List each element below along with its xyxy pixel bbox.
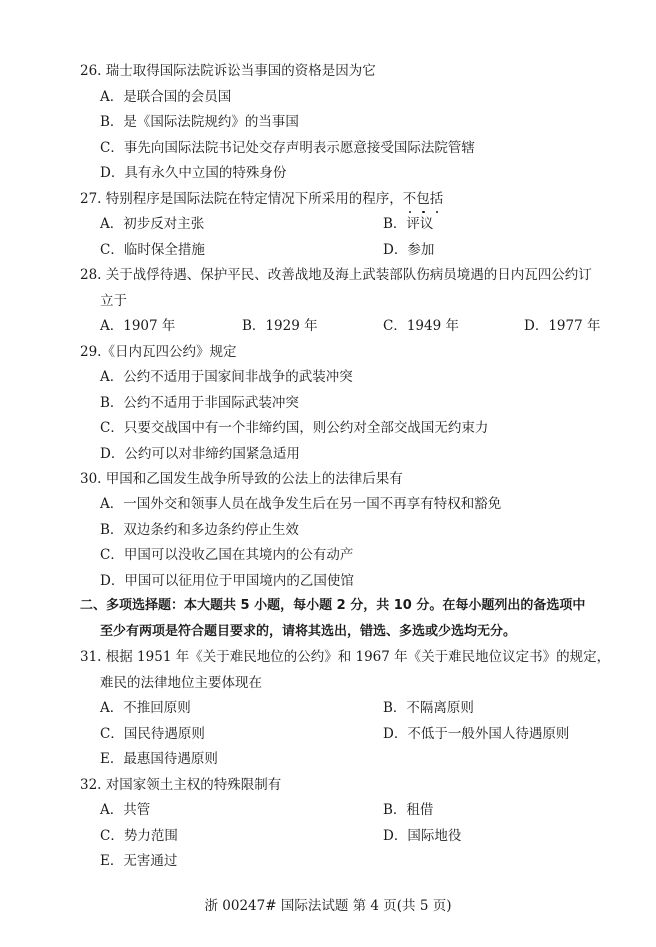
q31-stem-line1: 31. 根据 1951 年《关于难民地位的公约》和 1967 年《关于难民地位议定书》的规定，	[80, 649, 611, 665]
emphasis-dot-char: 不	[402, 191, 417, 207]
q31-option-b: B．不隔离原则	[383, 700, 474, 716]
q28-option-b: B．1929 年	[242, 318, 318, 334]
q26-option-b: B．是《国际法院规约》的当事国	[100, 114, 299, 130]
page-footer: 浙 00247# 国际法试题 第 4 页(共 5 页)	[204, 898, 452, 914]
q28-option-c: C．1949 年	[383, 318, 459, 334]
q31-option-a: A．不推回原则	[100, 700, 191, 716]
q27-stem	[80, 190, 443, 208]
q27-option-c: C．临时保全措施	[100, 242, 205, 258]
emphasis-dot-char: 括	[429, 191, 444, 207]
q31-option-c: C．国民待遇原则	[100, 726, 205, 742]
q29-stem: 29.《日内瓦四公约》规定	[80, 344, 237, 360]
q29-option-d: D．公约可以对非缔约国紧急适用	[100, 446, 300, 462]
q32-option-a: A．共管	[100, 802, 151, 818]
q28-option-a: A．1907 年	[100, 318, 176, 334]
q28-option-d: D．1977 年	[524, 318, 601, 334]
q27-option-d: D．参加	[383, 242, 435, 258]
q32-option-b: B．租借	[383, 802, 434, 818]
q26-option-d: D．具有永久中立国的特殊身份	[100, 165, 287, 181]
q30-stem: 30. 甲国和乙国发生战争所导致的公法上的法律后果有	[80, 471, 403, 487]
q30-option-c: C．甲国可以没收乙国在其境内的公有动产	[100, 547, 354, 563]
section-heading-line1: 二、多项选择题：本大题共 5 小题，每小题 2 分，共 10 分。在每小题列出的备选项中	[80, 598, 586, 613]
q26-option-c: C．事先向国际法院书记处交存声明表示愿意接受国际法院管辖	[100, 140, 475, 156]
q28-stem-line1: 28. 关于战俘待遇、保护平民、改善战地及海上武装部队伤病员境遇的日内瓦四公约订	[80, 267, 592, 283]
q27-option-a: A．初步反对主张	[100, 216, 205, 232]
q29-option-c: C．只要交战国中有一个非缔约国，则公约对全部交战国无约束力	[100, 420, 489, 436]
q32-stem: 32. 对国家领土主权的特殊限制有	[80, 777, 282, 793]
q26-stem: 26. 瑞士取得国际法院诉讼当事国的资格是因为它	[80, 63, 376, 79]
q32-option-c: C．势力范围	[100, 828, 178, 844]
q30-option-b: B．双边条约和多边条约停止生效	[100, 522, 299, 538]
q31-stem-line2: 难民的法律地位主要体现在	[100, 675, 262, 691]
q30-option-d: D．甲国可以征用位于甲国境内的乙国使馆	[100, 573, 354, 589]
emphasis-dot-char: 包	[416, 191, 430, 207]
q26-option-a: A．是联合国的会员国	[100, 89, 232, 105]
q32-option-e: E．无害通过	[100, 853, 178, 869]
q27-stem-text: 27. 特别程序是国际法院在特定情况下所采用的程序，	[80, 191, 403, 207]
q31-option-e: E．最惠国待遇原则	[100, 751, 218, 767]
q30-option-a: A．一国外交和领事人员在战争发生后在另一国不再享有特权和豁免	[100, 496, 502, 512]
q27-option-b: B．评议	[383, 216, 434, 232]
q29-option-a: A．公约不适用于国家间非战争的武装冲突	[100, 369, 353, 385]
q28-stem-line2: 立于	[100, 293, 127, 309]
q32-option-d: D．国际地役	[383, 828, 462, 844]
q29-option-b: B．公约不适用于非国际武装冲突	[100, 395, 299, 411]
q31-option-d: D．不低于一般外国人待遇原则	[383, 726, 570, 742]
section-heading-line2: 至少有两项是符合题目要求的，请将其选出，错选、多选或少选均无分。	[100, 624, 517, 639]
